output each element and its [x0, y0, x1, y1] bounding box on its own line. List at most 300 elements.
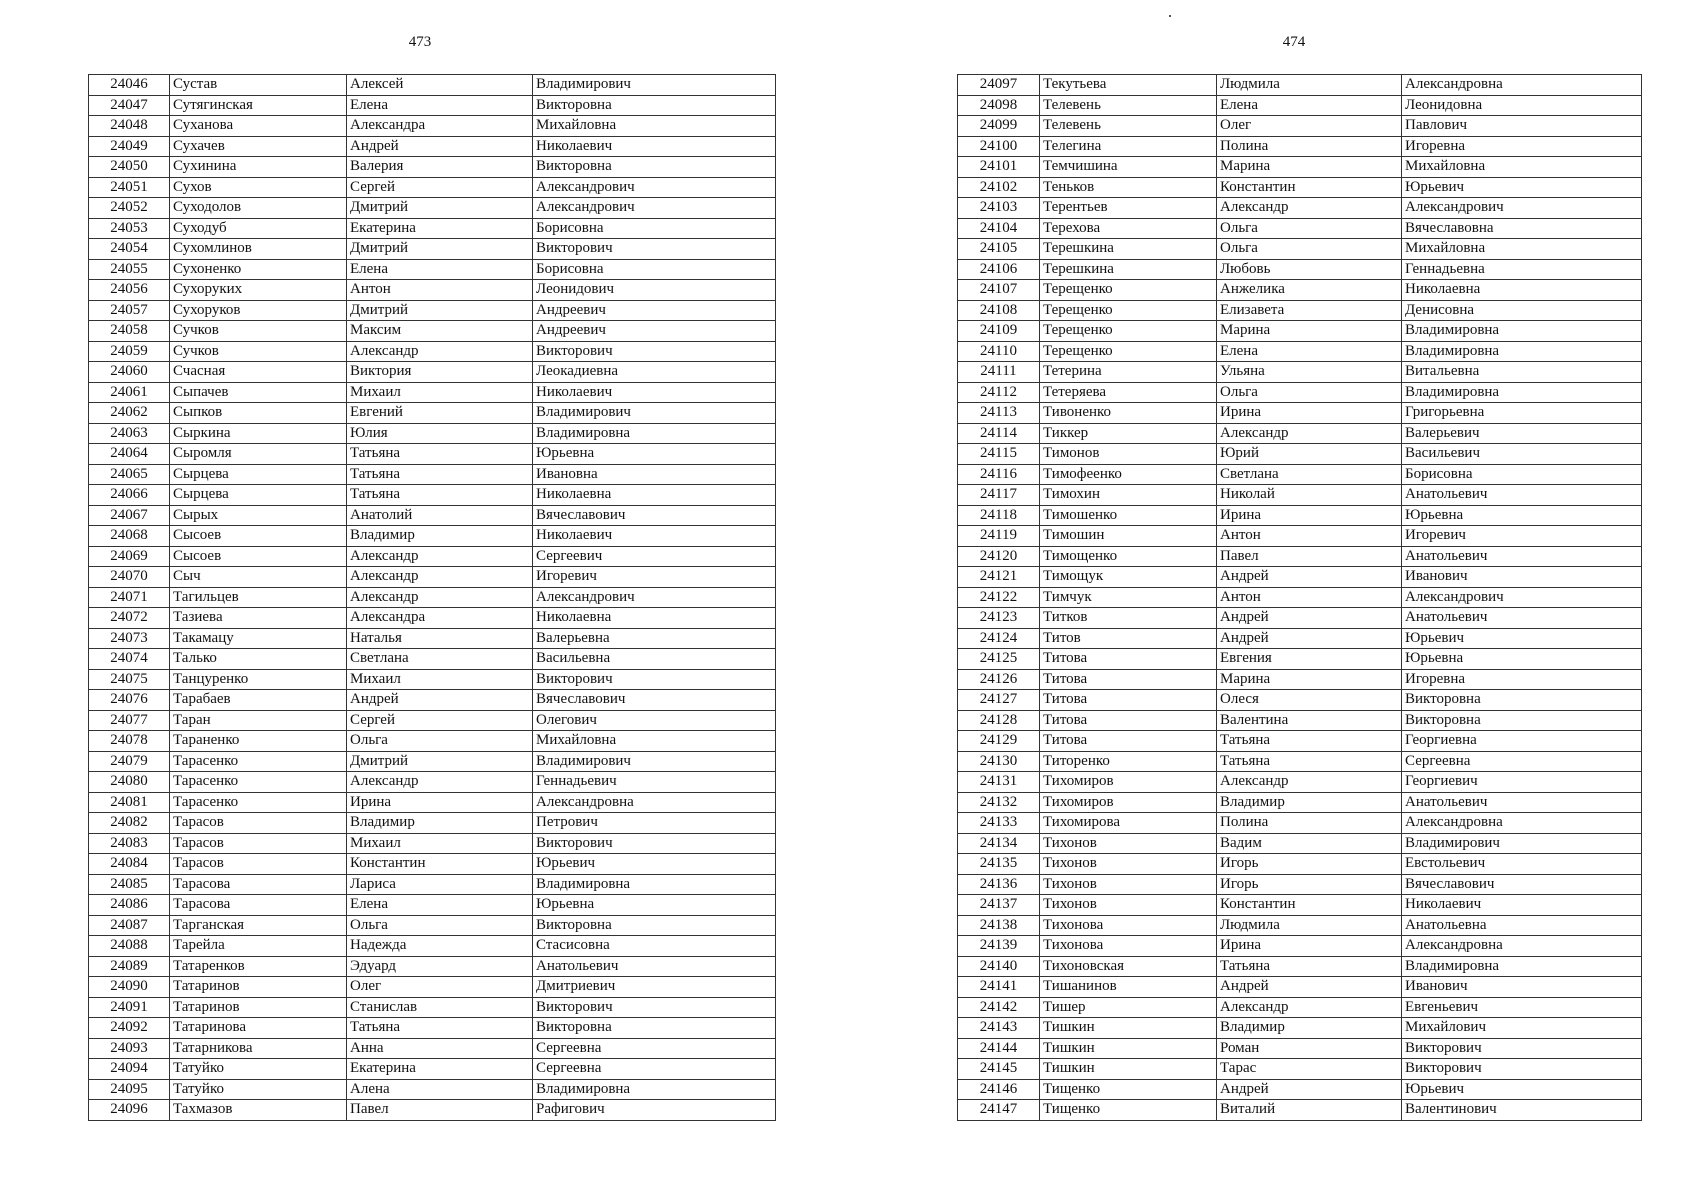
patronymic-cell: Михайлович [1402, 1018, 1642, 1039]
record-number-cell: 24073 [89, 628, 170, 649]
record-number-cell: 24147 [958, 1100, 1040, 1121]
last-name-cell: Сысоев [170, 546, 347, 567]
record-number-cell: 24138 [958, 915, 1040, 936]
first-name-cell: Екатерина [347, 218, 533, 239]
last-name-cell: Сырцева [170, 485, 347, 506]
last-name-cell: Титова [1040, 649, 1217, 670]
patronymic-cell: Александрович [533, 177, 776, 198]
patronymic-cell: Вячеславович [1402, 874, 1642, 895]
table-row [958, 300, 1642, 321]
first-name-cell: Елена [1217, 95, 1402, 116]
record-number-cell: 24136 [958, 874, 1040, 895]
record-number-cell: 24093 [89, 1038, 170, 1059]
first-name-cell: Людмила [1217, 75, 1402, 96]
first-name-cell: Дмитрий [347, 239, 533, 260]
first-name-cell: Андрей [1217, 628, 1402, 649]
record-number-cell: 24100 [958, 136, 1040, 157]
record-number-cell: 24140 [958, 956, 1040, 977]
first-name-cell: Антон [347, 280, 533, 301]
table-row [89, 997, 776, 1018]
last-name-cell: Тимонов [1040, 444, 1217, 465]
record-number-cell: 24060 [89, 362, 170, 383]
last-name-cell: Тимохин [1040, 485, 1217, 506]
table-row [958, 608, 1642, 629]
patronymic-cell: Викторовна [533, 95, 776, 116]
first-name-cell: Игорь [1217, 874, 1402, 895]
table-row [89, 587, 776, 608]
patronymic-cell: Викторович [1402, 1038, 1642, 1059]
first-name-cell: Константин [1217, 895, 1402, 916]
first-name-cell: Виталий [1217, 1100, 1402, 1121]
patronymic-cell: Александрович [533, 587, 776, 608]
last-name-cell: Терентьев [1040, 198, 1217, 219]
table-row [89, 526, 776, 547]
first-name-cell: Дмитрий [347, 198, 533, 219]
last-name-cell: Сырцева [170, 464, 347, 485]
first-name-cell: Светлана [347, 649, 533, 670]
last-name-cell: Терещенко [1040, 341, 1217, 362]
patronymic-cell: Петрович [533, 813, 776, 834]
first-name-cell: Александр [347, 772, 533, 793]
record-number-cell: 24125 [958, 649, 1040, 670]
table-row [958, 669, 1642, 690]
patronymic-cell: Андреевич [533, 300, 776, 321]
first-name-cell: Михаил [347, 833, 533, 854]
table-row [89, 239, 776, 260]
last-name-cell: Сысоев [170, 526, 347, 547]
patronymic-cell: Михайловна [1402, 157, 1642, 178]
table-row [958, 157, 1642, 178]
table-row [958, 362, 1642, 383]
table-row [89, 280, 776, 301]
record-number-cell: 24119 [958, 526, 1040, 547]
record-number-cell: 24081 [89, 792, 170, 813]
table-row [89, 95, 776, 116]
table-row [89, 505, 776, 526]
table-row [89, 874, 776, 895]
first-name-cell: Татьяна [1217, 751, 1402, 772]
patronymic-cell: Викторовна [1402, 690, 1642, 711]
table-row [89, 608, 776, 629]
last-name-cell: Сыркина [170, 423, 347, 444]
last-name-cell: Тихомирова [1040, 813, 1217, 834]
table-row [958, 690, 1642, 711]
last-name-cell: Сухинина [170, 157, 347, 178]
record-number-cell: 24065 [89, 464, 170, 485]
table-row [958, 526, 1642, 547]
record-number-cell: 24133 [958, 813, 1040, 834]
first-name-cell: Марина [1217, 157, 1402, 178]
first-name-cell: Дмитрий [347, 751, 533, 772]
patronymic-cell: Владимировна [1402, 321, 1642, 342]
last-name-cell: Талько [170, 649, 347, 670]
record-number-cell: 24071 [89, 587, 170, 608]
table-row [89, 300, 776, 321]
patronymic-cell: Владимировна [533, 1079, 776, 1100]
first-name-cell: Михаил [347, 669, 533, 690]
patronymic-cell: Владимирович [533, 751, 776, 772]
record-number-cell: 24117 [958, 485, 1040, 506]
first-name-cell: Станислав [347, 997, 533, 1018]
record-number-cell: 24142 [958, 997, 1040, 1018]
record-number-cell: 24056 [89, 280, 170, 301]
last-name-cell: Татаринова [170, 1018, 347, 1039]
table-row [89, 772, 776, 793]
page-number-left: 473 [408, 34, 432, 50]
record-number-cell: 24072 [89, 608, 170, 629]
patronymic-cell: Викторович [1402, 1059, 1642, 1080]
first-name-cell: Владимир [347, 526, 533, 547]
table-row [89, 464, 776, 485]
record-number-cell: 24062 [89, 403, 170, 424]
first-name-cell: Игорь [1217, 854, 1402, 875]
record-number-cell: 24046 [89, 75, 170, 96]
last-name-cell: Тихонов [1040, 895, 1217, 916]
record-number-cell: 24130 [958, 751, 1040, 772]
record-number-cell: 24134 [958, 833, 1040, 854]
record-number-cell: 24137 [958, 895, 1040, 916]
record-number-cell: 24057 [89, 300, 170, 321]
table-row [958, 321, 1642, 342]
last-name-cell: Тихонова [1040, 915, 1217, 936]
record-number-cell: 24053 [89, 218, 170, 239]
patronymic-cell: Александровна [1402, 75, 1642, 96]
patronymic-cell: Викторович [533, 833, 776, 854]
record-number-cell: 24101 [958, 157, 1040, 178]
record-number-cell: 24139 [958, 936, 1040, 957]
first-name-cell: Роман [1217, 1038, 1402, 1059]
patronymic-cell: Михайловна [533, 116, 776, 137]
first-name-cell: Антон [1217, 526, 1402, 547]
record-number-cell: 24050 [89, 157, 170, 178]
last-name-cell: Тишкин [1040, 1018, 1217, 1039]
last-name-cell: Сучков [170, 341, 347, 362]
record-number-cell: 24102 [958, 177, 1040, 198]
first-name-cell: Андрей [347, 136, 533, 157]
last-name-cell: Суходолов [170, 198, 347, 219]
record-number-cell: 24096 [89, 1100, 170, 1121]
first-name-cell: Елена [1217, 341, 1402, 362]
last-name-cell: Телегина [1040, 136, 1217, 157]
last-name-cell: Терещенко [1040, 280, 1217, 301]
record-number-cell: 24103 [958, 198, 1040, 219]
table-row [89, 977, 776, 998]
first-name-cell: Виктория [347, 362, 533, 383]
last-name-cell: Тимчук [1040, 587, 1217, 608]
first-name-cell: Олеся [1217, 690, 1402, 711]
table-row [89, 710, 776, 731]
record-number-cell: 24068 [89, 526, 170, 547]
patronymic-cell: Борисовна [1402, 464, 1642, 485]
last-name-cell: Тищенко [1040, 1079, 1217, 1100]
record-number-cell: 24108 [958, 300, 1040, 321]
patronymic-cell: Павлович [1402, 116, 1642, 137]
first-name-cell: Марина [1217, 321, 1402, 342]
patronymic-cell: Александрович [1402, 198, 1642, 219]
patronymic-cell: Викторович [533, 239, 776, 260]
first-name-cell: Сергей [347, 710, 533, 731]
table-row [89, 956, 776, 977]
first-name-cell: Елизавета [1217, 300, 1402, 321]
last-name-cell: Тихонов [1040, 833, 1217, 854]
record-number-cell: 24049 [89, 136, 170, 157]
patronymic-cell: Викторовна [533, 157, 776, 178]
record-number-cell: 24143 [958, 1018, 1040, 1039]
first-name-cell: Марина [1217, 669, 1402, 690]
first-name-cell: Николай [1217, 485, 1402, 506]
last-name-cell: Тарабаев [170, 690, 347, 711]
patronymic-cell: Анатольевич [1402, 546, 1642, 567]
record-number-cell: 24067 [89, 505, 170, 526]
record-number-cell: 24055 [89, 259, 170, 280]
record-number-cell: 24144 [958, 1038, 1040, 1059]
record-number-cell: 24082 [89, 813, 170, 834]
patronymic-cell: Александрович [1402, 587, 1642, 608]
last-name-cell: Тимощук [1040, 567, 1217, 588]
patronymic-cell: Юрьевич [1402, 1079, 1642, 1100]
record-number-cell: 24123 [958, 608, 1040, 629]
last-name-cell: Татуйко [170, 1059, 347, 1080]
patronymic-cell: Владимирович [533, 403, 776, 424]
first-name-cell: Андрей [347, 690, 533, 711]
first-name-cell: Анатолий [347, 505, 533, 526]
record-number-cell: 24095 [89, 1079, 170, 1100]
patronymic-cell: Викторович [533, 669, 776, 690]
first-name-cell: Владимир [1217, 792, 1402, 813]
last-name-cell: Тишер [1040, 997, 1217, 1018]
table-row [958, 444, 1642, 465]
table-row [89, 792, 776, 813]
first-name-cell: Ирина [1217, 403, 1402, 424]
record-number-cell: 24115 [958, 444, 1040, 465]
patronymic-cell: Георгиевна [1402, 731, 1642, 752]
patronymic-cell: Юрьевич [1402, 628, 1642, 649]
table-row [89, 1018, 776, 1039]
table-row [958, 874, 1642, 895]
last-name-cell: Тарасенко [170, 772, 347, 793]
table-row [89, 731, 776, 752]
patronymic-cell: Викторовна [533, 1018, 776, 1039]
table-row [89, 936, 776, 957]
patronymic-cell: Стасисовна [533, 936, 776, 957]
first-name-cell: Тарас [1217, 1059, 1402, 1080]
first-name-cell: Ирина [1217, 936, 1402, 957]
patronymic-cell: Юрьевич [1402, 177, 1642, 198]
record-number-cell: 24126 [958, 669, 1040, 690]
first-name-cell: Ульяна [1217, 362, 1402, 383]
patronymic-cell: Николаевич [1402, 895, 1642, 916]
first-name-cell: Ольга [347, 731, 533, 752]
last-name-cell: Тахмазов [170, 1100, 347, 1121]
table-row [958, 751, 1642, 772]
record-number-cell: 24080 [89, 772, 170, 793]
record-number-cell: 24085 [89, 874, 170, 895]
last-name-cell: Титова [1040, 731, 1217, 752]
last-name-cell: Тимофеенко [1040, 464, 1217, 485]
patronymic-cell: Вячеславович [533, 690, 776, 711]
last-name-cell: Тарасова [170, 874, 347, 895]
patronymic-cell: Юрьевна [533, 895, 776, 916]
last-name-cell: Сыпачев [170, 382, 347, 403]
name-list-table-left [88, 74, 776, 1121]
table-row [958, 280, 1642, 301]
table-row [89, 403, 776, 424]
table-row [958, 936, 1642, 957]
table-row [89, 177, 776, 198]
table-row [89, 649, 776, 670]
first-name-cell: Павел [1217, 546, 1402, 567]
table-row [89, 259, 776, 280]
table-row [89, 546, 776, 567]
patronymic-cell: Евстольевич [1402, 854, 1642, 875]
first-name-cell: Александр [1217, 997, 1402, 1018]
first-name-cell: Антон [1217, 587, 1402, 608]
name-list-table-right [957, 74, 1642, 1121]
patronymic-cell: Владимировна [1402, 341, 1642, 362]
last-name-cell: Титова [1040, 710, 1217, 731]
table-row [89, 341, 776, 362]
patronymic-cell: Иванович [1402, 567, 1642, 588]
last-name-cell: Терещенко [1040, 300, 1217, 321]
record-number-cell: 24098 [958, 95, 1040, 116]
patronymic-cell: Вячеславович [533, 505, 776, 526]
table-row [89, 751, 776, 772]
patronymic-cell: Анатольевич [533, 956, 776, 977]
first-name-cell: Валерия [347, 157, 533, 178]
patronymic-cell: Анатольевна [1402, 915, 1642, 936]
table-row [89, 628, 776, 649]
first-name-cell: Сергей [347, 177, 533, 198]
table-row [958, 239, 1642, 260]
first-name-cell: Татьяна [1217, 956, 1402, 977]
record-number-cell: 24122 [958, 587, 1040, 608]
record-number-cell: 24097 [958, 75, 1040, 96]
first-name-cell: Александр [1217, 198, 1402, 219]
record-number-cell: 24069 [89, 546, 170, 567]
patronymic-cell: Васильевич [1402, 444, 1642, 465]
first-name-cell: Олег [347, 977, 533, 998]
record-number-cell: 24120 [958, 546, 1040, 567]
table-row [89, 813, 776, 834]
last-name-cell: Сырых [170, 505, 347, 526]
patronymic-cell: Викторович [533, 997, 776, 1018]
first-name-cell: Людмила [1217, 915, 1402, 936]
patronymic-cell: Николаевич [533, 526, 776, 547]
record-number-cell: 24088 [89, 936, 170, 957]
first-name-cell: Светлана [1217, 464, 1402, 485]
last-name-cell: Титова [1040, 669, 1217, 690]
patronymic-cell: Михайловна [533, 731, 776, 752]
last-name-cell: Тараненко [170, 731, 347, 752]
patronymic-cell: Викторович [533, 341, 776, 362]
patronymic-cell: Викторовна [1402, 710, 1642, 731]
first-name-cell: Максим [347, 321, 533, 342]
last-name-cell: Теньков [1040, 177, 1217, 198]
patronymic-cell: Владимировна [1402, 956, 1642, 977]
first-name-cell: Ольга [1217, 239, 1402, 260]
record-number-cell: 24124 [958, 628, 1040, 649]
first-name-cell: Константин [1217, 177, 1402, 198]
table-row [958, 854, 1642, 875]
table-row [958, 505, 1642, 526]
table-row [958, 75, 1642, 96]
last-name-cell: Тазиева [170, 608, 347, 629]
patronymic-cell: Юрьевна [1402, 649, 1642, 670]
table-row [958, 259, 1642, 280]
patronymic-cell: Александровна [1402, 936, 1642, 957]
last-name-cell: Титова [1040, 690, 1217, 711]
last-name-cell: Терещенко [1040, 321, 1217, 342]
first-name-cell: Алена [347, 1079, 533, 1100]
patronymic-cell: Денисовна [1402, 300, 1642, 321]
patronymic-cell: Юрьевич [533, 854, 776, 875]
table-row [89, 485, 776, 506]
first-name-cell: Евгений [347, 403, 533, 424]
table-row [958, 997, 1642, 1018]
first-name-cell: Елена [347, 259, 533, 280]
record-number-cell: 24079 [89, 751, 170, 772]
last-name-cell: Тихомиров [1040, 772, 1217, 793]
table-row [958, 710, 1642, 731]
patronymic-cell: Сергеевна [1402, 751, 1642, 772]
table-row [958, 485, 1642, 506]
record-number-cell: 24090 [89, 977, 170, 998]
record-number-cell: 24059 [89, 341, 170, 362]
first-name-cell: Александр [1217, 423, 1402, 444]
patronymic-cell: Игоревна [1402, 669, 1642, 690]
record-number-cell: 24129 [958, 731, 1040, 752]
patronymic-cell: Сергеевна [533, 1059, 776, 1080]
table-row [958, 198, 1642, 219]
patronymic-cell: Александрович [533, 198, 776, 219]
patronymic-cell: Михайловна [1402, 239, 1642, 260]
patronymic-cell: Владимировна [1402, 382, 1642, 403]
record-number-cell: 24078 [89, 731, 170, 752]
patronymic-cell: Васильевна [533, 649, 776, 670]
last-name-cell: Счасная [170, 362, 347, 383]
record-number-cell: 24052 [89, 198, 170, 219]
last-name-cell: Сыпков [170, 403, 347, 424]
last-name-cell: Тихонов [1040, 854, 1217, 875]
last-name-cell: Тишанинов [1040, 977, 1217, 998]
patronymic-cell: Борисовна [533, 259, 776, 280]
table-row [958, 341, 1642, 362]
first-name-cell: Татьяна [347, 485, 533, 506]
first-name-cell: Александра [347, 608, 533, 629]
patronymic-cell: Игоревич [1402, 526, 1642, 547]
table-row [958, 731, 1642, 752]
table-row [958, 464, 1642, 485]
patronymic-cell: Юрьевна [533, 444, 776, 465]
table-row [958, 587, 1642, 608]
table-row [89, 1079, 776, 1100]
first-name-cell: Анжелика [1217, 280, 1402, 301]
first-name-cell: Алексей [347, 75, 533, 96]
last-name-cell: Сыромля [170, 444, 347, 465]
last-name-cell: Сутягинская [170, 95, 347, 116]
last-name-cell: Тарасенко [170, 751, 347, 772]
first-name-cell: Вадим [1217, 833, 1402, 854]
first-name-cell: Ирина [347, 792, 533, 813]
last-name-cell: Сухов [170, 177, 347, 198]
table-row [89, 895, 776, 916]
table-row [958, 116, 1642, 137]
first-name-cell: Михаил [347, 382, 533, 403]
first-name-cell: Александр [347, 546, 533, 567]
last-name-cell: Татаринов [170, 997, 347, 1018]
record-number-cell: 24118 [958, 505, 1040, 526]
last-name-cell: Терешкина [1040, 239, 1217, 260]
